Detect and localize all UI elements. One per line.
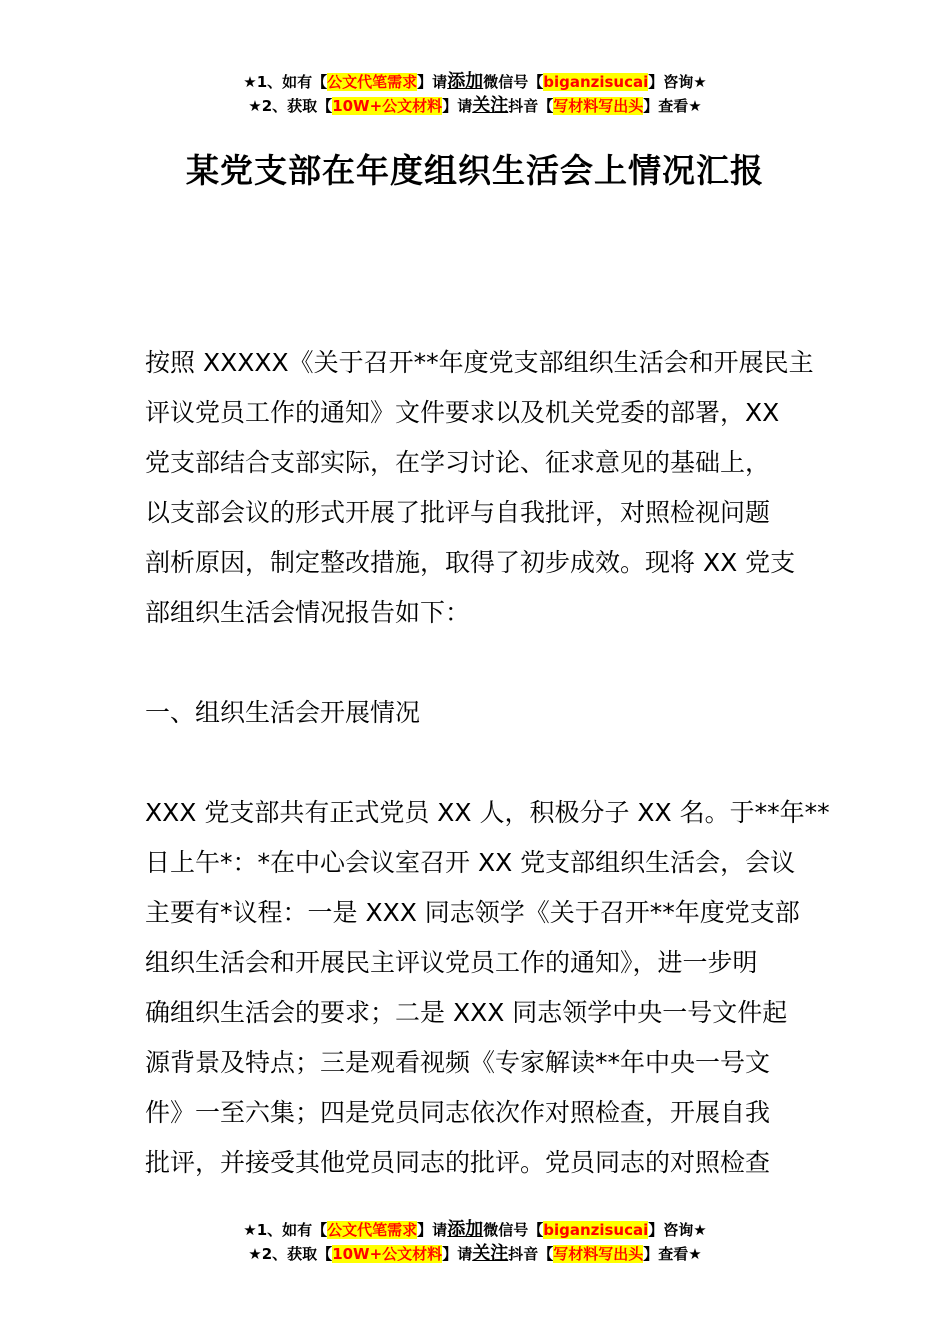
banner-text: 抖音【 — [508, 97, 554, 115]
banner-text: 微信号【 — [483, 1221, 544, 1239]
text-line: 党支部结合支部实际，在学习讨论、征求意见的基础上， — [145, 448, 771, 477]
paragraph-intro — [145, 338, 814, 638]
paragraph-section-1 — [145, 788, 830, 1188]
banner-emphasis: 添加 — [447, 1219, 484, 1240]
text-line: 组织生活会和开展民主评议党员工作的通知》，进一步明 — [145, 948, 758, 977]
footer-line-1 — [0, 1218, 950, 1242]
banner-text: 】请 — [442, 1245, 473, 1263]
text-line: 批评，并接受其他党员同志的批评。党员同志的对照检查 — [145, 1148, 771, 1177]
footer-line-2 — [0, 1242, 950, 1266]
header-line-2 — [0, 94, 950, 118]
document-title: 某党支部在年度组织生活会上情况汇报 — [186, 151, 764, 190]
banner-text: 】请 — [417, 1221, 448, 1239]
banner-text: 】咨询★ — [648, 73, 707, 91]
banner-emphasis: 添加 — [447, 71, 484, 92]
banner-text: 抖音【 — [508, 1245, 554, 1263]
banner-highlight: 10W+公文材料 — [332, 97, 443, 115]
banner-highlight: 写材料写出头 — [553, 97, 644, 115]
footer-banner — [0, 1218, 950, 1266]
banner-text: ★1、如有【 — [243, 1221, 328, 1239]
banner-text: 】请 — [417, 73, 448, 91]
text-line: 部组织生活会情况报告如下： — [145, 598, 471, 627]
banner-text: 】查看★ — [643, 97, 702, 115]
banner-emphasis: 关注 — [472, 95, 509, 116]
banner-highlight: biganzisucai — [543, 1221, 649, 1239]
text-line: 按照 XXXXX《关于召开**年度党支部组织生活会和开展民主 — [145, 348, 814, 377]
text-line: 主要有*议程：一是 XXX 同志领学《关于召开**年度党支部 — [145, 898, 800, 927]
banner-text: ★1、如有【 — [243, 73, 328, 91]
banner-text: 】请 — [442, 97, 473, 115]
banner-text: 】查看★ — [643, 1245, 702, 1263]
text-line: 剖析原因，制定整改措施，取得了初步成效。现将 XX 党支 — [145, 548, 796, 577]
banner-text: 微信号【 — [483, 73, 544, 91]
banner-highlight: 公文代笔需求 — [327, 1221, 418, 1239]
text-line: 源背景及特点；三是观看视频《专家解读**年中央一号文 — [145, 1048, 771, 1077]
header-banner — [0, 70, 950, 118]
banner-text: 】咨询★ — [648, 1221, 707, 1239]
banner-highlight: biganzisucai — [543, 73, 649, 91]
banner-highlight: 10W+公文材料 — [332, 1245, 443, 1263]
text-line: 确组织生活会的要求；二是 XXX 同志领学中央一号文件起 — [145, 998, 788, 1027]
banner-text: ★2、获取【 — [248, 1245, 333, 1263]
text-line: 评议党员工作的通知》文件要求以及机关党委的部署，XX — [145, 398, 780, 427]
text-line: 日上午*：*在中心会议室召开 XX 党支部组织生活会，会议 — [145, 848, 796, 877]
banner-text: ★2、获取【 — [248, 97, 333, 115]
banner-emphasis: 关注 — [472, 1243, 509, 1264]
document-body — [145, 338, 830, 1188]
text-line: 以支部会议的形式开展了批评与自我批评，对照检视问题 — [145, 498, 771, 527]
text-line: 一、组织生活会开展情况 — [145, 698, 421, 727]
section-heading — [145, 688, 810, 738]
banner-highlight: 写材料写出头 — [553, 1245, 644, 1263]
header-line-1 — [0, 70, 950, 94]
banner-highlight: 公文代笔需求 — [327, 73, 418, 91]
text-line: 件》一至六集；四是党员同志依次作对照检查，开展自我 — [145, 1098, 771, 1127]
text-line: XXX 党支部共有正式党员 XX 人，积极分子 XX 名。于**年** — [145, 798, 830, 827]
